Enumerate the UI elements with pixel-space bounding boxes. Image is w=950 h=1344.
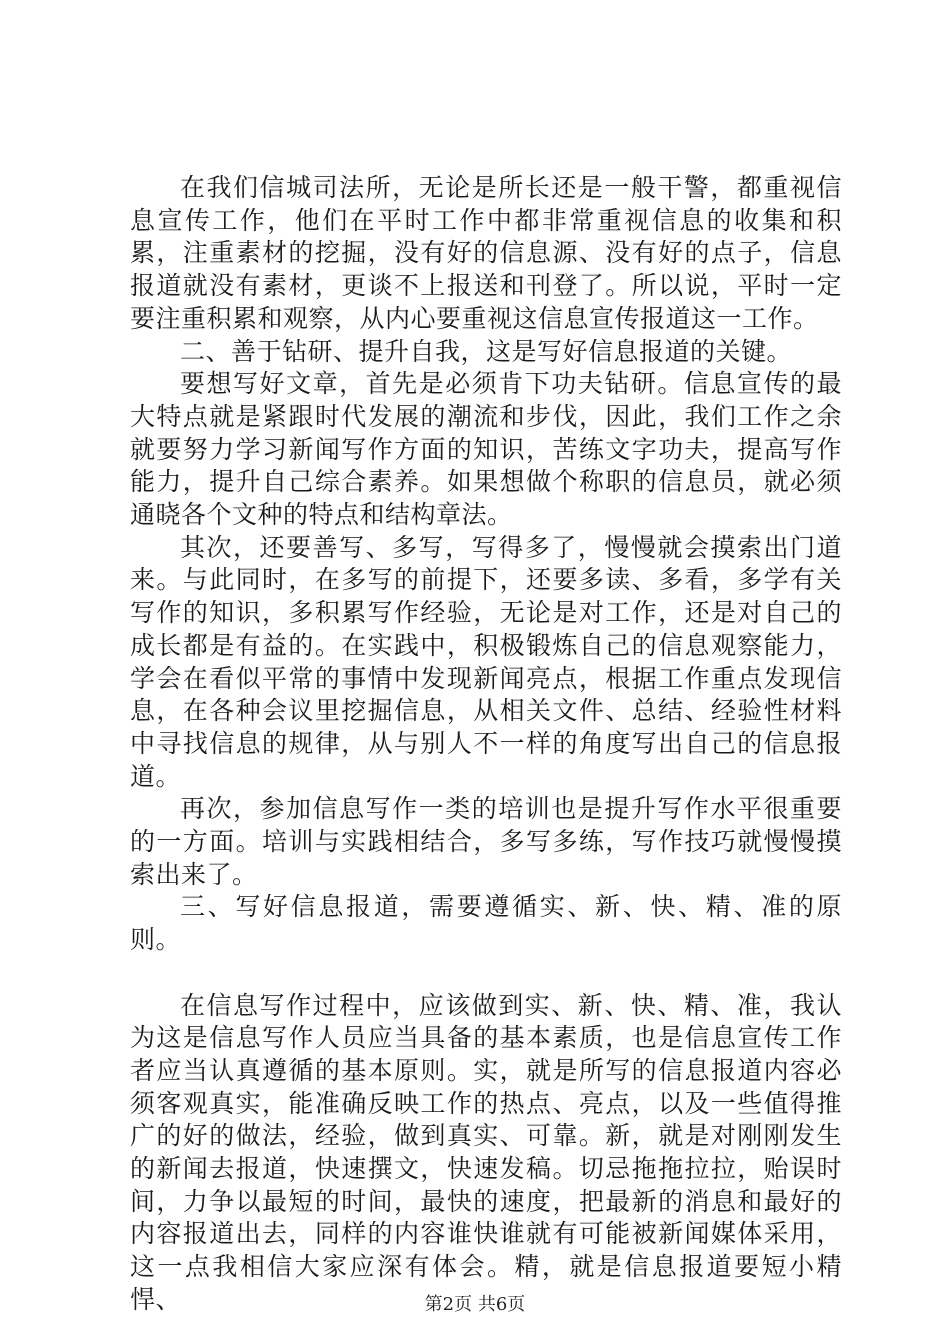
paragraph-practice: 其次，还要善写、多写，写得多了，慢慢就会摸索出门道来。与此同时，在多写的前提下，还要多读、多看，多学有关写作的知识，多积累写作经验，无论是对工作，还是对自己的成长都是有益的。在实践中，积极锻炼自己的信息观察能力，学会在看似平常的事情中发现新闻亮点，根据工作重点发现信息，在各种会议里挖掘信息，从相关文件、总结、经验性材料中寻找信息的规律，从与别人不一样的角度写出自己的信息报道。 [130, 532, 842, 791]
section-heading-2: 二、善于钻研、提升自我，这是写好信息报道的关键。 [180, 336, 793, 366]
paragraph-intro: 在我们信城司法所，无论是所长还是一般干警，都重视信息宣传工作，他们在平时工作中都非常重视信息的收集和积累，注重素材的挖掘，没有好的信息源、没有好的点子，信息报道就没有素材，更谈不上报送和刊登了。所以说，平时一定要注重积累和观察，从内心要重视这信息宣传报道这一工作。 [130, 173, 842, 333]
section-heading-3: 三、写好信息报道，需要遵循实、新、快、精、准的原则。 [130, 892, 842, 955]
page-number-footer: 第2页 共6页 [424, 1294, 526, 1315]
paragraph-training: 再次，参加信息写作一类的培训也是提升写作水平很重要的一方面。培训与实践相结合，多写多练，写作技巧就慢慢摸索出来了。 [130, 794, 842, 889]
paragraph-study: 要想写好文章，首先是必须肯下功夫钻研。信息宣传的最大特点就是紧跟时代发展的潮流和步伐，因此，我们工作之余就要努力学习新闻写作方面的知识，苦练文字功夫，提高写作能力，提升自己综合素养。如果想做个称职的信息员，就必须通晓各个文种的特点和结构章法。 [130, 369, 842, 530]
paragraph-principles: 在信息写作过程中，应该做到实、新、快、精、准，我认为这是信息写作人员应当具备的基本素质，也是信息宣传工作者应当认真遵循的基本原则。实，就是所写的信息报道内容必须客观真实，能准确反映工作的热点、亮点，以及一些值得推广的好的做法，经验，做到真实、可靠。新，就是对刚刚发生的新闻去报道，快速撰文，快速发稿。切忌拖拖拉拉，贻误时间，力争以最短的时间，最快的速度，把最新的消息和最好的内容报道出去，同样的内容谁快谁就有可能被新闻媒体采用，这一点我相信大家应深有体会。精，就是信息报道要短小精悍、 [130, 990, 842, 1314]
document-body [130, 172, 842, 1317]
paragraph-spacer [130, 957, 842, 990]
